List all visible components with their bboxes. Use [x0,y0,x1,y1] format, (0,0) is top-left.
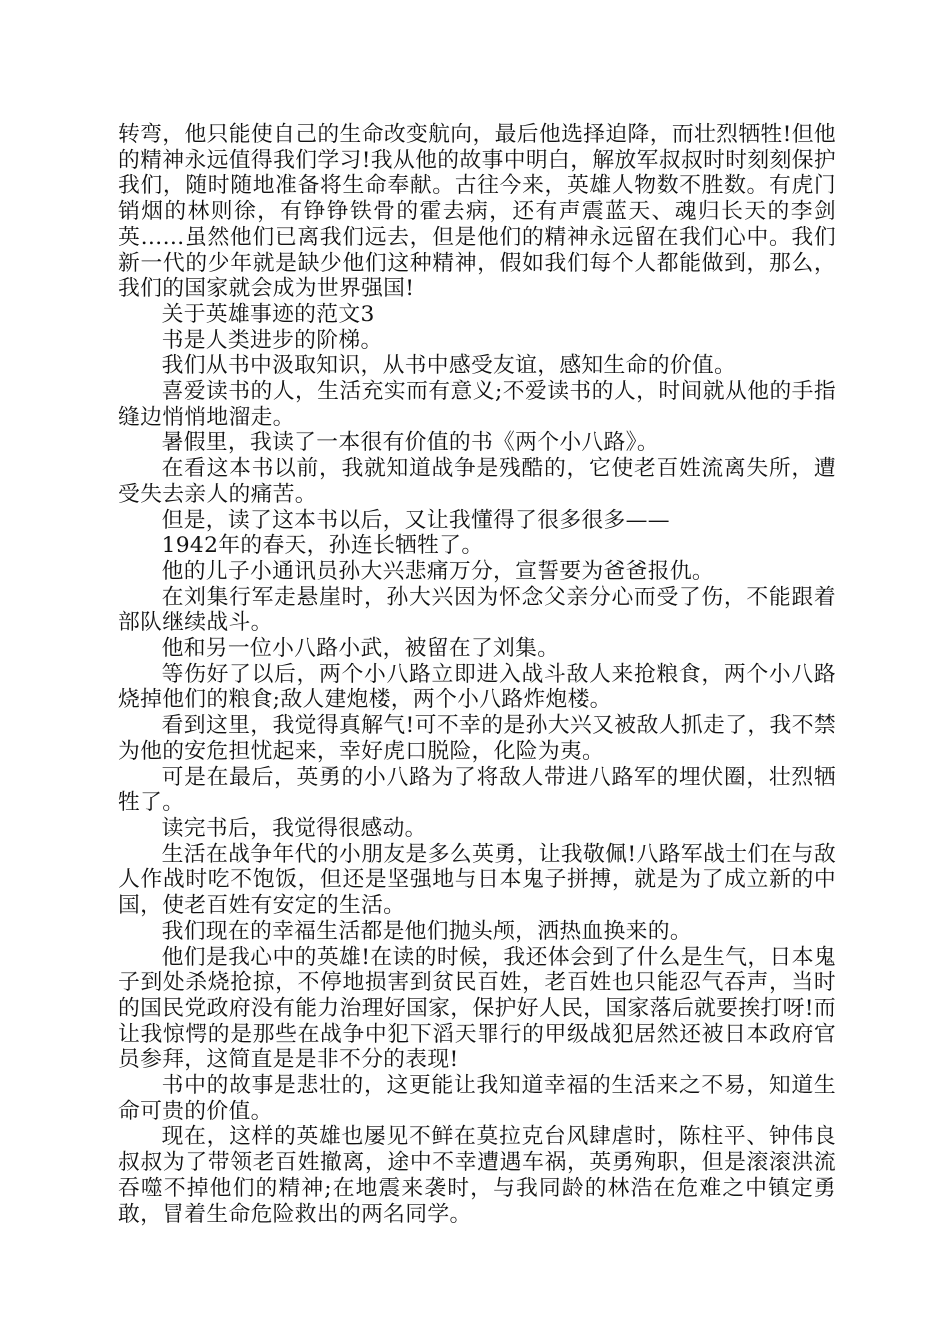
paragraph: 等伤好了以后，两个小八路立即进入战斗敌人来抢粮食，两个小八路烧掉他们的粮食;敌人建炮楼，两个小八路炸炮楼。 [118,661,836,713]
paragraph: 他的儿子小通讯员孙大兴悲痛万分，宣誓要为爸爸报仇。 [161,558,715,584]
paragraph: 我们现在的幸福生活都是他们抛头颅，洒热血换来的。 [161,918,692,944]
paragraph: 暑假里，我读了一本很有价值的书《两个小八路》。 [161,430,659,456]
paragraph: 但是，读了这本书以后，又让我懂得了很多很多—— [161,507,670,533]
paragraph: 1942年的春天，孙连长牺牲了。 [161,533,484,559]
paragraph: 书中的故事是悲壮的，这更能让我知道幸福的生活来之不易，知道生命可贵的价值。 [118,1073,836,1124]
paragraph: 在刘集行军走悬崖时，孙大兴因为怀念父亲分心而受了伤，不能跟着部队继续战斗。 [118,584,836,636]
paragraph: 看到这里，我觉得真解气!可不幸的是孙大兴又被敌人抓走了，我不禁为他的安危担忧起来，幸好虎口脱险，化险为夷。 [118,713,836,764]
paragraph: 读完书后，我觉得很感动。 [161,815,427,841]
paragraph: 在看这本书以前，我就知道战争是残酷的，它使老百姓流离失所，遭受失去亲人的痛苦。 [118,456,836,507]
document-body [118,122,836,1227]
paragraph: 可是在最后，英勇的小八路为了将敌人带进八路军的埋伏圈，壮烈牺牲了。 [118,764,836,816]
paragraph: 我们从书中汲取知识，从书中感受友谊，感知生命的价值。 [161,353,737,379]
paragraph: 他和另一位小八路小武，被留在了刘集。 [161,636,560,662]
section-heading: 关于英雄事迹的范文3 [161,301,375,327]
paragraph: 喜爱读书的人，生活充实而有意义;不爱读书的人，时间就从他的手指缝边悄悄地溜走。 [118,379,836,430]
paragraph: 他们是我心中的英雄!在读的时候，我还体会到了什么是生气，日本鬼子到处杀烧抢掠，不停地损害到贫民百姓，老百姓也只能忍气吞声，当时的国民党政府没有能力治理好国家，保护好人民，国家落后就要挨打呀!而让我惊愕的是那些在战争中犯下滔天罪行的甲级战犯居然还被日本政府官员参拜，这简直是是非不分的表现! [118,944,836,1073]
paragraph: 书是人类进步的阶梯。 [161,327,383,353]
paragraph: 生活在战争年代的小朋友是多么英勇，让我敬佩!八路军战士们在与敌人作战时吃不饱饭，但还是坚强地与日本鬼子拼搏，就是为了成立新的中国，使老百姓有安定的生活。 [118,841,836,919]
paragraph: 现在，这样的英雄也屡见不鲜在莫拉克台风肆虐时，陈柱平、钟伟良叔叔为了带领老百姓撤离，途中不幸遭遇车祸，英勇殉职，但是滚滚洪流吞噬不掉他们的精神;在地震来袭时，与我同龄的林浩在危难之中镇定勇敢，冒着生命危险救出的两名同学。 [118,1124,836,1227]
paragraph-continuation: 转弯，他只能使自己的生命改变航向，最后他选择迫降，而壮烈牺牲!但他的精神永远值得我们学习!我从他的故事中明白，解放军叔叔时时刻刻保护我们，随时随地准备将生命奉献。古往今来，英雄人物数不胜数。有虎门销烟的林则徐，有铮铮铁骨的霍去病，还有声震蓝天、魂归长天的李剑英……虽然他们已离我们远去，但是他们的精神永远留在我们心中。我们新一代的少年就是缺少他们这种精神，假如我们每个人都能做到，那么，我们的国家就会成为世界强国! [118,122,836,302]
